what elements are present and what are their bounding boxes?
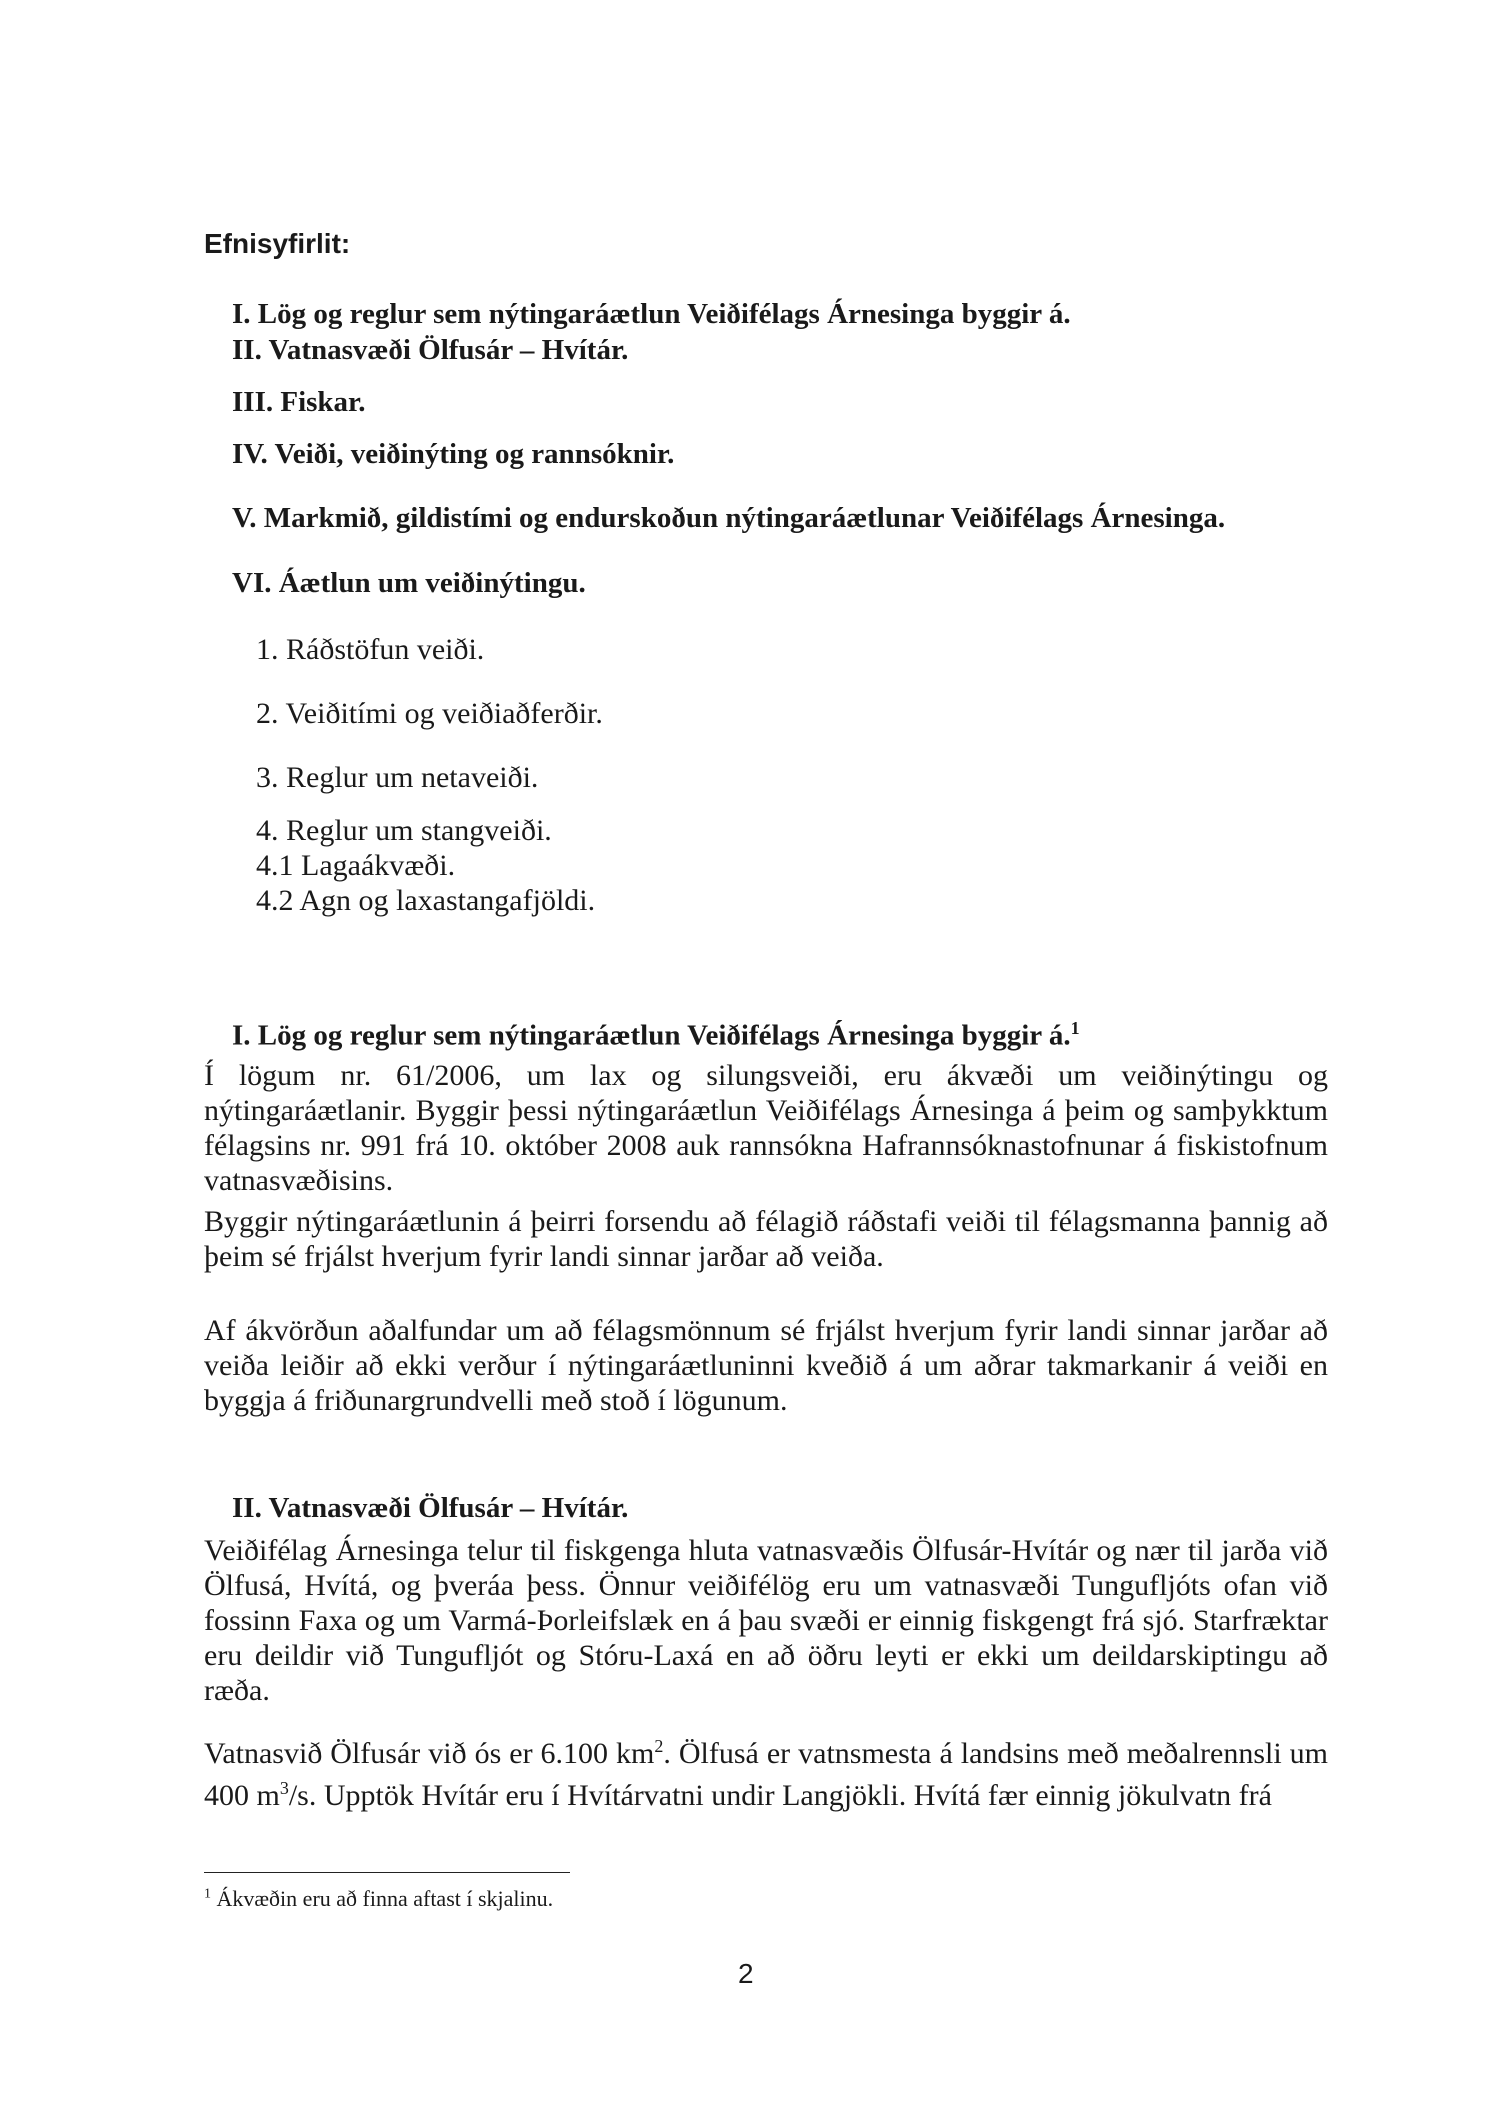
page-number: 2	[738, 1958, 754, 1989]
toc-item: II. Vatnasvæði Ölfusár – Hvítár.	[232, 334, 629, 366]
footnote-divider	[204, 1872, 570, 1873]
toc-subitem: 1. Ráðstöfun veiði.	[256, 633, 485, 666]
section-1-paragraph: Byggir nýtingaráætlunin á þeirri forsendu að félagið ráðstafi veiði til félagsmanna þannig að þeim sé frjálst hverjum fyrir landi sinnar jarðar að veiða.	[204, 1205, 1328, 1273]
toc-item: I. Lög og reglur sem nýtingaráætlun Veiðifélags Árnesinga byggir á.	[232, 298, 1071, 330]
section-1-heading: I. Lög og reglur sem nýtingaráætlun Veiðifélags Árnesinga byggir á.$^1$	[232, 1018, 1080, 1052]
toc-item: V. Markmið, gildistími og endurskoðun nýtingaráætlunar Veiðifélags Árnesinga.	[232, 502, 1226, 534]
footnote-ref: 1	[1070, 1018, 1080, 1038]
toc-subitem: 4. Reglur um stangveiði.	[256, 814, 552, 847]
footnote: $^1$ Ákvæðin eru að finna aftast í skjalinu.	[204, 1886, 554, 1911]
toc-subitem: 3. Reglur um netaveiði.	[256, 761, 539, 794]
toc-item: IV. Veiði, veiðinýting og rannsóknir.	[232, 438, 675, 470]
toc-subitem: 4.1 Lagaákvæði.	[256, 849, 456, 882]
toc-subitem: 2. Veiðitími og veiðiaðferðir.	[256, 697, 603, 730]
toc-item: VI. Áætlun um veiðinýtingu.	[232, 567, 586, 599]
toc-item: III. Fiskar.	[232, 386, 366, 418]
section-1-paragraph: Í lögum nr. 61/2006, um lax og silungsveiði, eru ákvæði um veiðinýtingu og nýtingaráætlanir. Byggir þessi nýtingaráætlun Veiðifélags Árnesinga á þeim og samþykktum félagsins nr. 991 frá 10. október 2008 auk rannsókna Hafrannsóknastofnunar á fiskistofnum vatnasvæðisins.	[204, 1059, 1328, 1197]
toc-title: Efnisyfirlit:	[204, 228, 351, 259]
toc-subitem: 4.2 Agn og laxastangafjöldi.	[256, 884, 596, 917]
section-2-heading: II. Vatnasvæði Ölfusár – Hvítár.	[232, 1492, 629, 1524]
section-2-paragraph: Vatnasvið Ölfusár við ós er 6.100 $km^2$. Ölfusá er vatnsmesta á landsins með meðalrennsli um 400 $m^3/s$. Upptök Hvítár eru í Hvítárvatni undir Langjökli. Hvítá fær einnig jökulvatn frá	[204, 1736, 1328, 1812]
section-2-paragraph: Veiðifélag Árnesinga telur til fiskgenga hluta vatnasvæðis Ölfusár-Hvítár og nær til jarða við Ölfusá, Hvítá, og þveráa þess. Önnur veiðifélög eru um vatnasvæði Tunguflјóts ofan við fossinn Faxa og um Varmá-Þorleifslæk en á þau svæði er einnig fiskgengt frá sjó. Starfræktar eru deildir við Tunguflјót og Stóru-Laxá en að öðru leyti er ekki um deildarskiptingu að ræða.	[204, 1534, 1328, 1707]
section-1-paragraph: Af ákvörðun aðalfundar um að félagsmönnum sé frjálst hverjum fyrir landi sinnar jarðar að veiða leiðir að ekki verður í nýtingaráætluninni kveðið á um aðrar takmarkanir á veiði en byggja á friðunargrundvelli með stoð í lögunum.	[204, 1314, 1328, 1417]
